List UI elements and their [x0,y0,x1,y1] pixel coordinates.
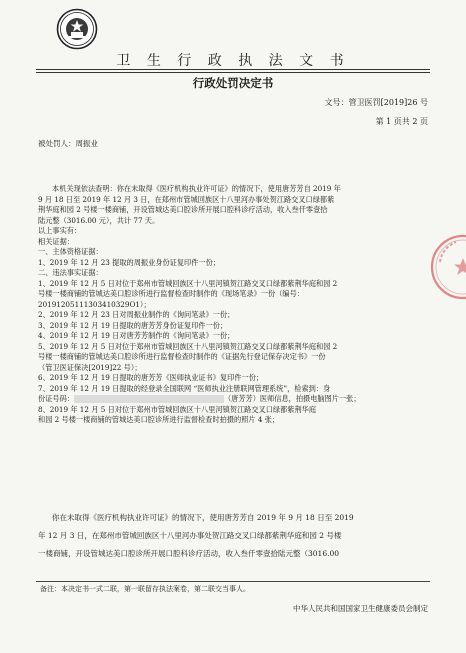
findings-line: 陆元整（3016.00 元），共计 77 天。 [38,215,160,225]
document-number: 文号：管卫医罚[2019]26 号 [324,98,428,107]
findings-line: 本机关现依法查明：你在未取得《医疗机构执业许可证》的情况下，使用唐芳芳自 2019 年 [52,184,341,193]
findings-line: 二、违法事实证据： [38,268,103,277]
findings-line: 相关证据： [38,236,74,246]
conclusion-line: 你在未取得《医疗机构执业许可证》的情况下，使用唐芳芳自 2019 年 9 月 18 日至 2019 [52,513,354,522]
findings-line: 9 月 18 日至 2019 年 12 月 3 日，在郑州市管城回族区十八里河办事处贺江路交叉口绿都紫 [38,194,335,204]
conclusion-line: 年 12 月 3 日，在郑州市管城回族区十八里河办事处贺江路交叉口绿都紫荆华庭和园 2 号楼 [38,531,342,540]
findings-line-with-redaction [38,394,431,405]
document-title: 卫 生 行 政 执 法 文 书 [116,53,350,69]
issuer: 中华人民共和国国家卫生健康委员会制定 [293,604,428,613]
official-seal-icon [428,232,466,302]
findings-line: 2、2019 年 12 月 23 日对周振业制作的《询问笔录》一份； [38,310,235,319]
findings-line: 3、2019 年 12 月 19 日提取的唐芳芳身份证复印件一份； [38,320,228,330]
physician-info-text: （唐芳芳）医师信息，拍摄电脑图片一张； [223,394,361,403]
findings-line: （管卫医证保决[2019]22 号）； [38,362,142,372]
findings-line: 一、主体资格证据： [38,247,103,256]
penalized-party: 被处罚人：周振业 [38,139,98,148]
findings-line: 以上事实有： [38,226,82,235]
id-number-label: 份证号码： [38,394,74,403]
findings-line: 20191205111303410329O1）； [38,299,151,309]
findings-line: 1、2019 年 12 月 23 提取的周振业身份证复印件一份； [38,257,220,267]
findings-line: 号楼一楼商铺的管城达美口腔诊所进行监督检查时制作的《现场笔录》一份（编号： [38,289,304,298]
conclusion-block [38,509,431,563]
document-subtitle: 行政处罚决定书 [192,76,274,90]
redacted-id-number [74,395,224,403]
findings-line: 8、2019 年 12 月 5 日对位于郑州市管城回族区十八里河镇贺江路交叉口绿都紫荆华庭 [38,404,317,414]
page-number: 第 1 页共 2 页 [375,117,428,126]
footer-rule [36,581,430,582]
findings-line: 5、2019 年 12 月 5 日对位于郑州市管城回族区十八里河镇贺江路交叉口绿都紫荆华庭和园 2 [38,341,338,351]
title-rule-thin [36,72,430,73]
footnote: 备注：本决定书一式二联，第一联留存执法案卷，第二联交当事人。 [40,585,250,593]
findings-line: 荆华庭和园 2 号楼一楼商铺，开设管城达美口腔诊所开展口腔科诊疗活动，收入叁仟零壹拾 [38,205,328,214]
conclusion-line: 一楼商铺，开设管城达美口腔诊所开展口腔科诊疗活动，收入叁仟零壹拾陆元整（3016.00 [38,549,340,558]
findings-line: 7、2019 年 12 月 19 日提取的经登录全国联网 “医师执业注册联网管理系统”，检索到：身 [38,383,331,393]
findings-line: 和园 2 号楼一楼商铺的管城达美口腔诊所进行监督检查时拍摄的照片 4 张； [38,415,280,424]
title-rule-thick [36,69,430,70]
findings-line: 4、2019 年 12 月 19 日对唐芳芳制作的《询问笔录》一份； [38,331,235,340]
national-emblem-icon [56,8,98,50]
findings-line: 1、2019 年 12 月 5 日对位于郑州市管城回族区十八里河镇贺江路交叉口绿都紫荆华庭和园 2 [38,278,338,288]
findings-line: 6、2019 年 12 月 19 日提取的唐芳芳《医师执业证书》复印件一份； [38,373,264,382]
findings-line: 号楼一楼商铺的管城达美口腔诊所进行监督检查时制作的《证据先行登记保存决定书》一份 [38,352,326,361]
findings-block [38,184,431,426]
